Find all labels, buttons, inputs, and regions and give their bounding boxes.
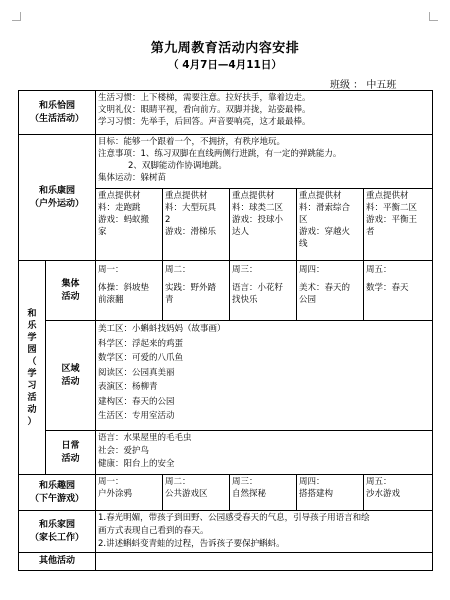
sports-note-1: 注意事项：1、练习双脚在直线两侧行进跳，有一定的弹跳能力。 <box>98 149 342 159</box>
row-group-activities <box>19 261 433 321</box>
other-activities-content <box>96 553 433 571</box>
page-corner-mark-left <box>12 12 21 21</box>
header-area-activities: 区域 活动 <box>46 321 96 431</box>
page-corner-mark-right <box>429 12 438 21</box>
sports-material-col-4: 重点提供材 料：滑索综合 区 游戏：穿越火 线 <box>297 189 364 261</box>
group-activity-wed: 周三： 语言：小花籽 找快乐 <box>230 261 297 321</box>
group-sport: 集体运动：躲树苗 <box>98 173 167 183</box>
header-learning-activities: 和 乐 学 园 （ 学 习 活 动 ） <box>19 261 46 475</box>
area-art: 美工区：小蝌蚪找妈妈（故事画） <box>98 324 226 334</box>
afternoon-game-mon: 周一： 户外涂鸦 <box>96 475 163 511</box>
group-activity-fri: 周五： 数学：春天 <box>364 261 433 321</box>
study-habit-line: 学习习惯：先举手，后回答。声音要响亮，这才最最棒。 <box>98 117 311 127</box>
sports-material-col-3: 重点提供材 料：球类二区 游戏：投球小 达人 <box>230 189 297 261</box>
row-outdoor-sports <box>19 135 433 189</box>
sports-note-2: 2、双脚能动作协调地跳。 <box>128 161 227 171</box>
area-reading: 阅读区：公园真美丽 <box>98 367 175 378</box>
schedule-table <box>18 90 433 571</box>
sports-goal: 目标：能够一个跟着一个，不拥挤，有秩序地玩。 <box>98 137 286 147</box>
row-afternoon-games <box>19 475 433 511</box>
sports-material-col-2: 重点提供材 料：大型玩具 2 游戏：滑梯乐 <box>163 189 230 261</box>
life-activities-content <box>96 91 433 135</box>
group-activity-tue: 周二： 实践：野外踏 青 <box>163 261 230 321</box>
afternoon-game-fri: 周五： 沙水游戏 <box>364 475 433 511</box>
outdoor-sports-notes <box>96 135 433 189</box>
sports-material-col-1: 重点提供材 料：走跑跳 游戏：蚂蚁搬 家 <box>96 189 163 261</box>
header-other-activities: 其他活动 <box>19 553 96 571</box>
area-science: 科学区：浮起来的鸡蛋 <box>98 338 184 349</box>
sports-material-col-5: 重点提供材 料：平衡二区 游戏：平衡王 者 <box>364 189 433 261</box>
afternoon-game-thu: 周四： 搭搭建构 <box>297 475 364 511</box>
group-activity-mon: 周一： 体操：斜坡垫 前滚翻 <box>96 261 163 321</box>
header-life-activities: 和乐恰园 （生活活动） <box>19 91 96 135</box>
header-family-work: 和乐家园 （家长工作） <box>19 511 96 553</box>
document-title: 第九周教育活动内容安排 <box>150 41 300 56</box>
family-item-1-cont: 画方式表现自己看到的春天。 <box>98 526 209 536</box>
afternoon-game-tue: 周二： 公共游戏区 <box>163 475 230 511</box>
row-family-work <box>19 511 433 553</box>
class-label: 班级 ： 中五班 <box>330 80 397 91</box>
header-afternoon-games: 和乐趣园 （下午游戏） <box>19 475 96 511</box>
daily-social: 社会：爱护鸟 <box>98 446 150 456</box>
header-daily-activities: 日常 活动 <box>46 431 96 475</box>
area-life: 生活区：专用室活动 <box>98 411 175 421</box>
date-range: （ 4月7日—4月11日） <box>168 59 282 71</box>
family-work-content <box>96 511 433 553</box>
group-activity-thu: 周四： 美术：春天的 公园 <box>297 261 364 321</box>
afternoon-game-wed: 周三： 自然探秘 <box>230 475 297 511</box>
etiquette-line: 文明礼仪：眼睛平视，看向前方。双脚并拢，站姿最棒。 <box>98 105 311 115</box>
area-performance: 表演区：杨柳青 <box>98 382 158 392</box>
row-daily-activities <box>19 431 433 475</box>
daily-language: 语言：水果屋里的毛毛虫 <box>98 433 192 443</box>
family-item-2: 2.讲述蝌蚪变青蛙的过程，告诉孩子要保护蝌蚪。 <box>98 539 285 549</box>
daily-health: 健康：阳台上的安全 <box>98 459 175 469</box>
family-item-1: 1.春光明媚，带孩子到田野、公园感受春天的气息，引导孩子用语言和绘 <box>98 513 370 523</box>
row-other-activities <box>19 553 433 571</box>
row-life-activities <box>19 91 433 135</box>
row-area-activities <box>19 321 433 431</box>
life-habit-line: 生活习惯：上下楼梯，需要注意。拉好扶手，靠着边走。 <box>98 93 311 103</box>
area-construction: 建构区：春天的公园 <box>98 396 175 407</box>
area-activities-content <box>96 321 433 431</box>
header-outdoor-sports: 和乐康园 （户外运动） <box>19 135 96 261</box>
header-group-activities: 集体 活动 <box>46 261 96 321</box>
daily-activities-content <box>96 431 433 475</box>
area-math: 数学区：可爱的八爪鱼 <box>98 353 184 363</box>
